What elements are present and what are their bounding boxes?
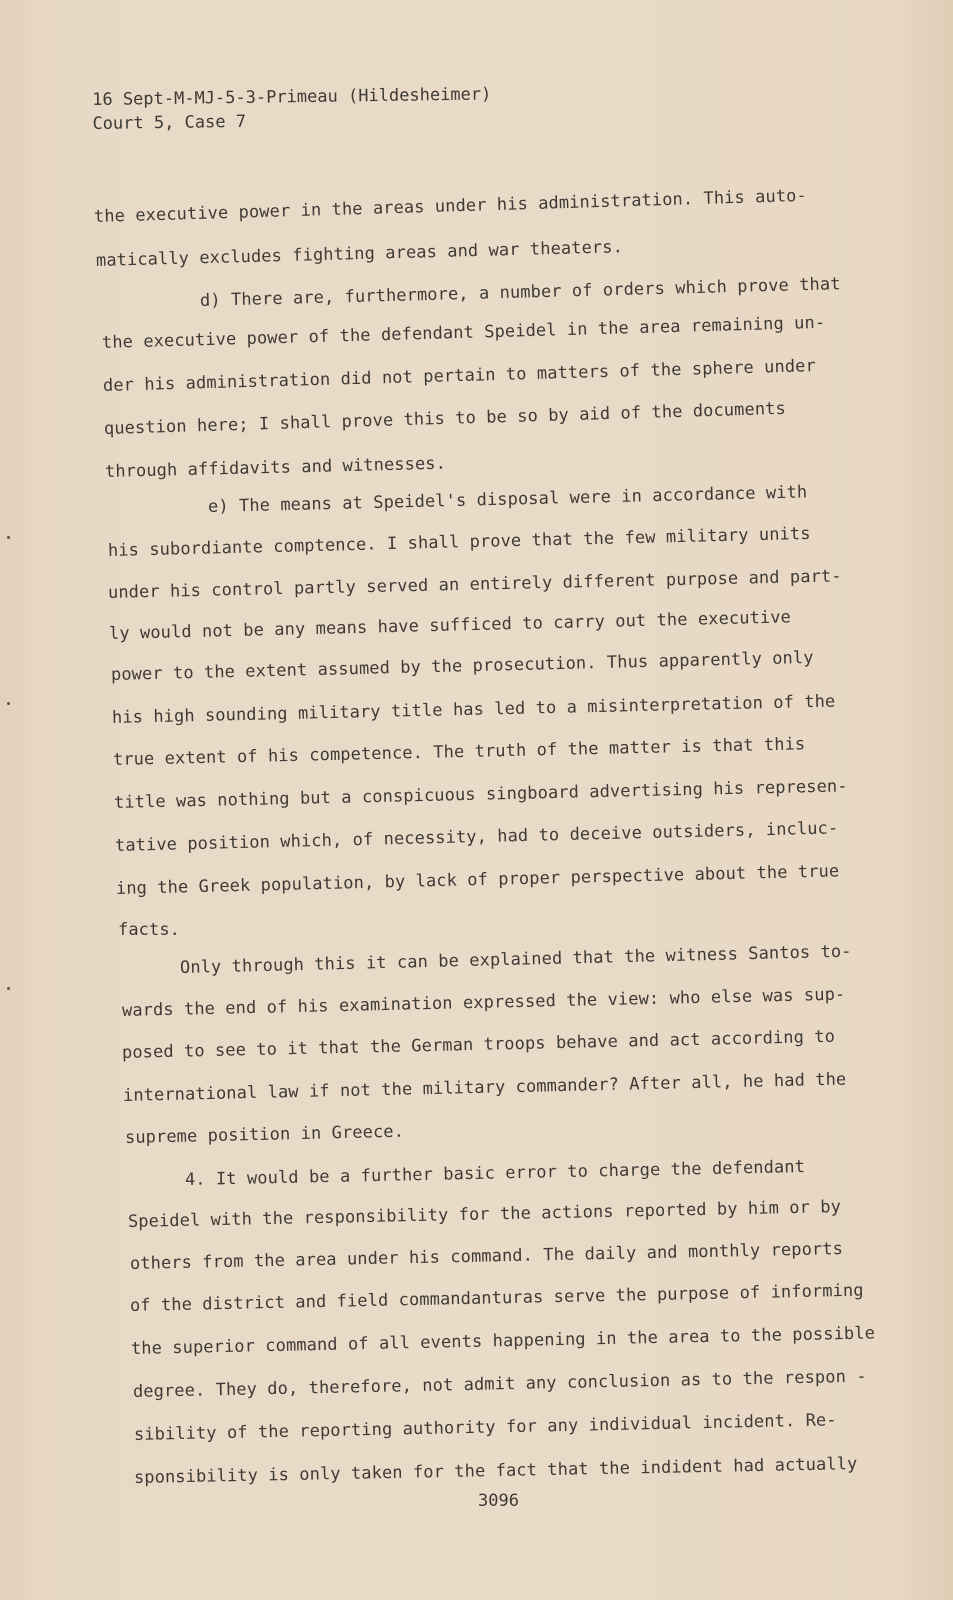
text-line: wards the end of his examination expressed the view: who else was sup- (121, 984, 846, 1021)
text-line: degree. They do, therefore, not admit any conclusion as to the respon - (132, 1366, 867, 1402)
text-line: ly would not be any means have sufficed to carry out the executive (108, 607, 792, 644)
text-line: matically excludes fighting areas and war theaters. (95, 237, 624, 271)
text-line: question here; I shall prove this to be so by aid of the documents (103, 398, 787, 439)
text-line: international law if not the military commander? After all, he had the (122, 1069, 847, 1106)
text-line: facts. (118, 920, 181, 940)
text-line: others from the area under his command. The daily and monthly reports (129, 1239, 844, 1274)
text-line: der his administration did not pertain to matters of the sphere under (102, 356, 817, 396)
text-line: d) There are, furthermore, a number of orders which prove that (199, 274, 841, 311)
text-line: title was nothing but a conspicuous singboard advertising his represen- (113, 776, 848, 813)
text-line: under his control partly served an entirely different purpose and part- (107, 566, 842, 603)
text-line: the executive power of the defendant Speidel in the area remaining un- (101, 312, 826, 353)
text-line: of the district and field commandanturas serve the purpose of informing (129, 1280, 864, 1316)
text-line: sibility of the reporting authority for any individual incident. Re- (133, 1410, 837, 1445)
text-line: ing the Greek population, by lack of proper perspective about the true (115, 861, 840, 899)
text-line: Only through this it can be explained that the witness Santos to- (179, 941, 852, 978)
margin-speck (7, 536, 10, 539)
text-line: posed to see to it that the German troops behave and act according to (121, 1026, 836, 1063)
text-line: true extent of his competence. The truth of the matter is that this (112, 734, 806, 770)
margin-speck (7, 702, 10, 705)
text-line: through affidavits and witnesses. (104, 453, 447, 482)
text-line: tative position which, of necessity, had to deceive outsiders, incluc- (114, 818, 839, 856)
court-case: Court 5, Case 7 (92, 111, 247, 134)
text-line: the executive power in the areas under his administration. This auto- (93, 185, 808, 227)
page-number: 3096 (478, 1491, 519, 1511)
text-line: his subordiante comptence. I shall prove that the few military units (107, 523, 811, 561)
text-line: power to the extent assumed by the prosecution. Thus apparently only (110, 647, 814, 685)
text-line: 4. It would be a further basic error to charge the defendant (184, 1157, 806, 1190)
document-reference: 16 Sept-M-MJ-5-3-Primeau (Hildesheimer) (92, 84, 492, 110)
text-line: sponsibility is only taken for the fact that the indident had actually (133, 1454, 858, 1488)
document-header (92, 82, 492, 136)
text-line: e) The means at Speidel's disposal were in accordance with (207, 482, 808, 517)
text-line: his high sounding military title has led to a misinterpretation of the (111, 691, 836, 728)
margin-speck (7, 987, 10, 990)
text-line: the superior command of all events happening in the area to the possible (130, 1323, 876, 1359)
text-line: Speidel with the responsibility for the actions reported by him or by (127, 1197, 842, 1232)
text-line: supreme position in Greece. (124, 1121, 405, 1148)
